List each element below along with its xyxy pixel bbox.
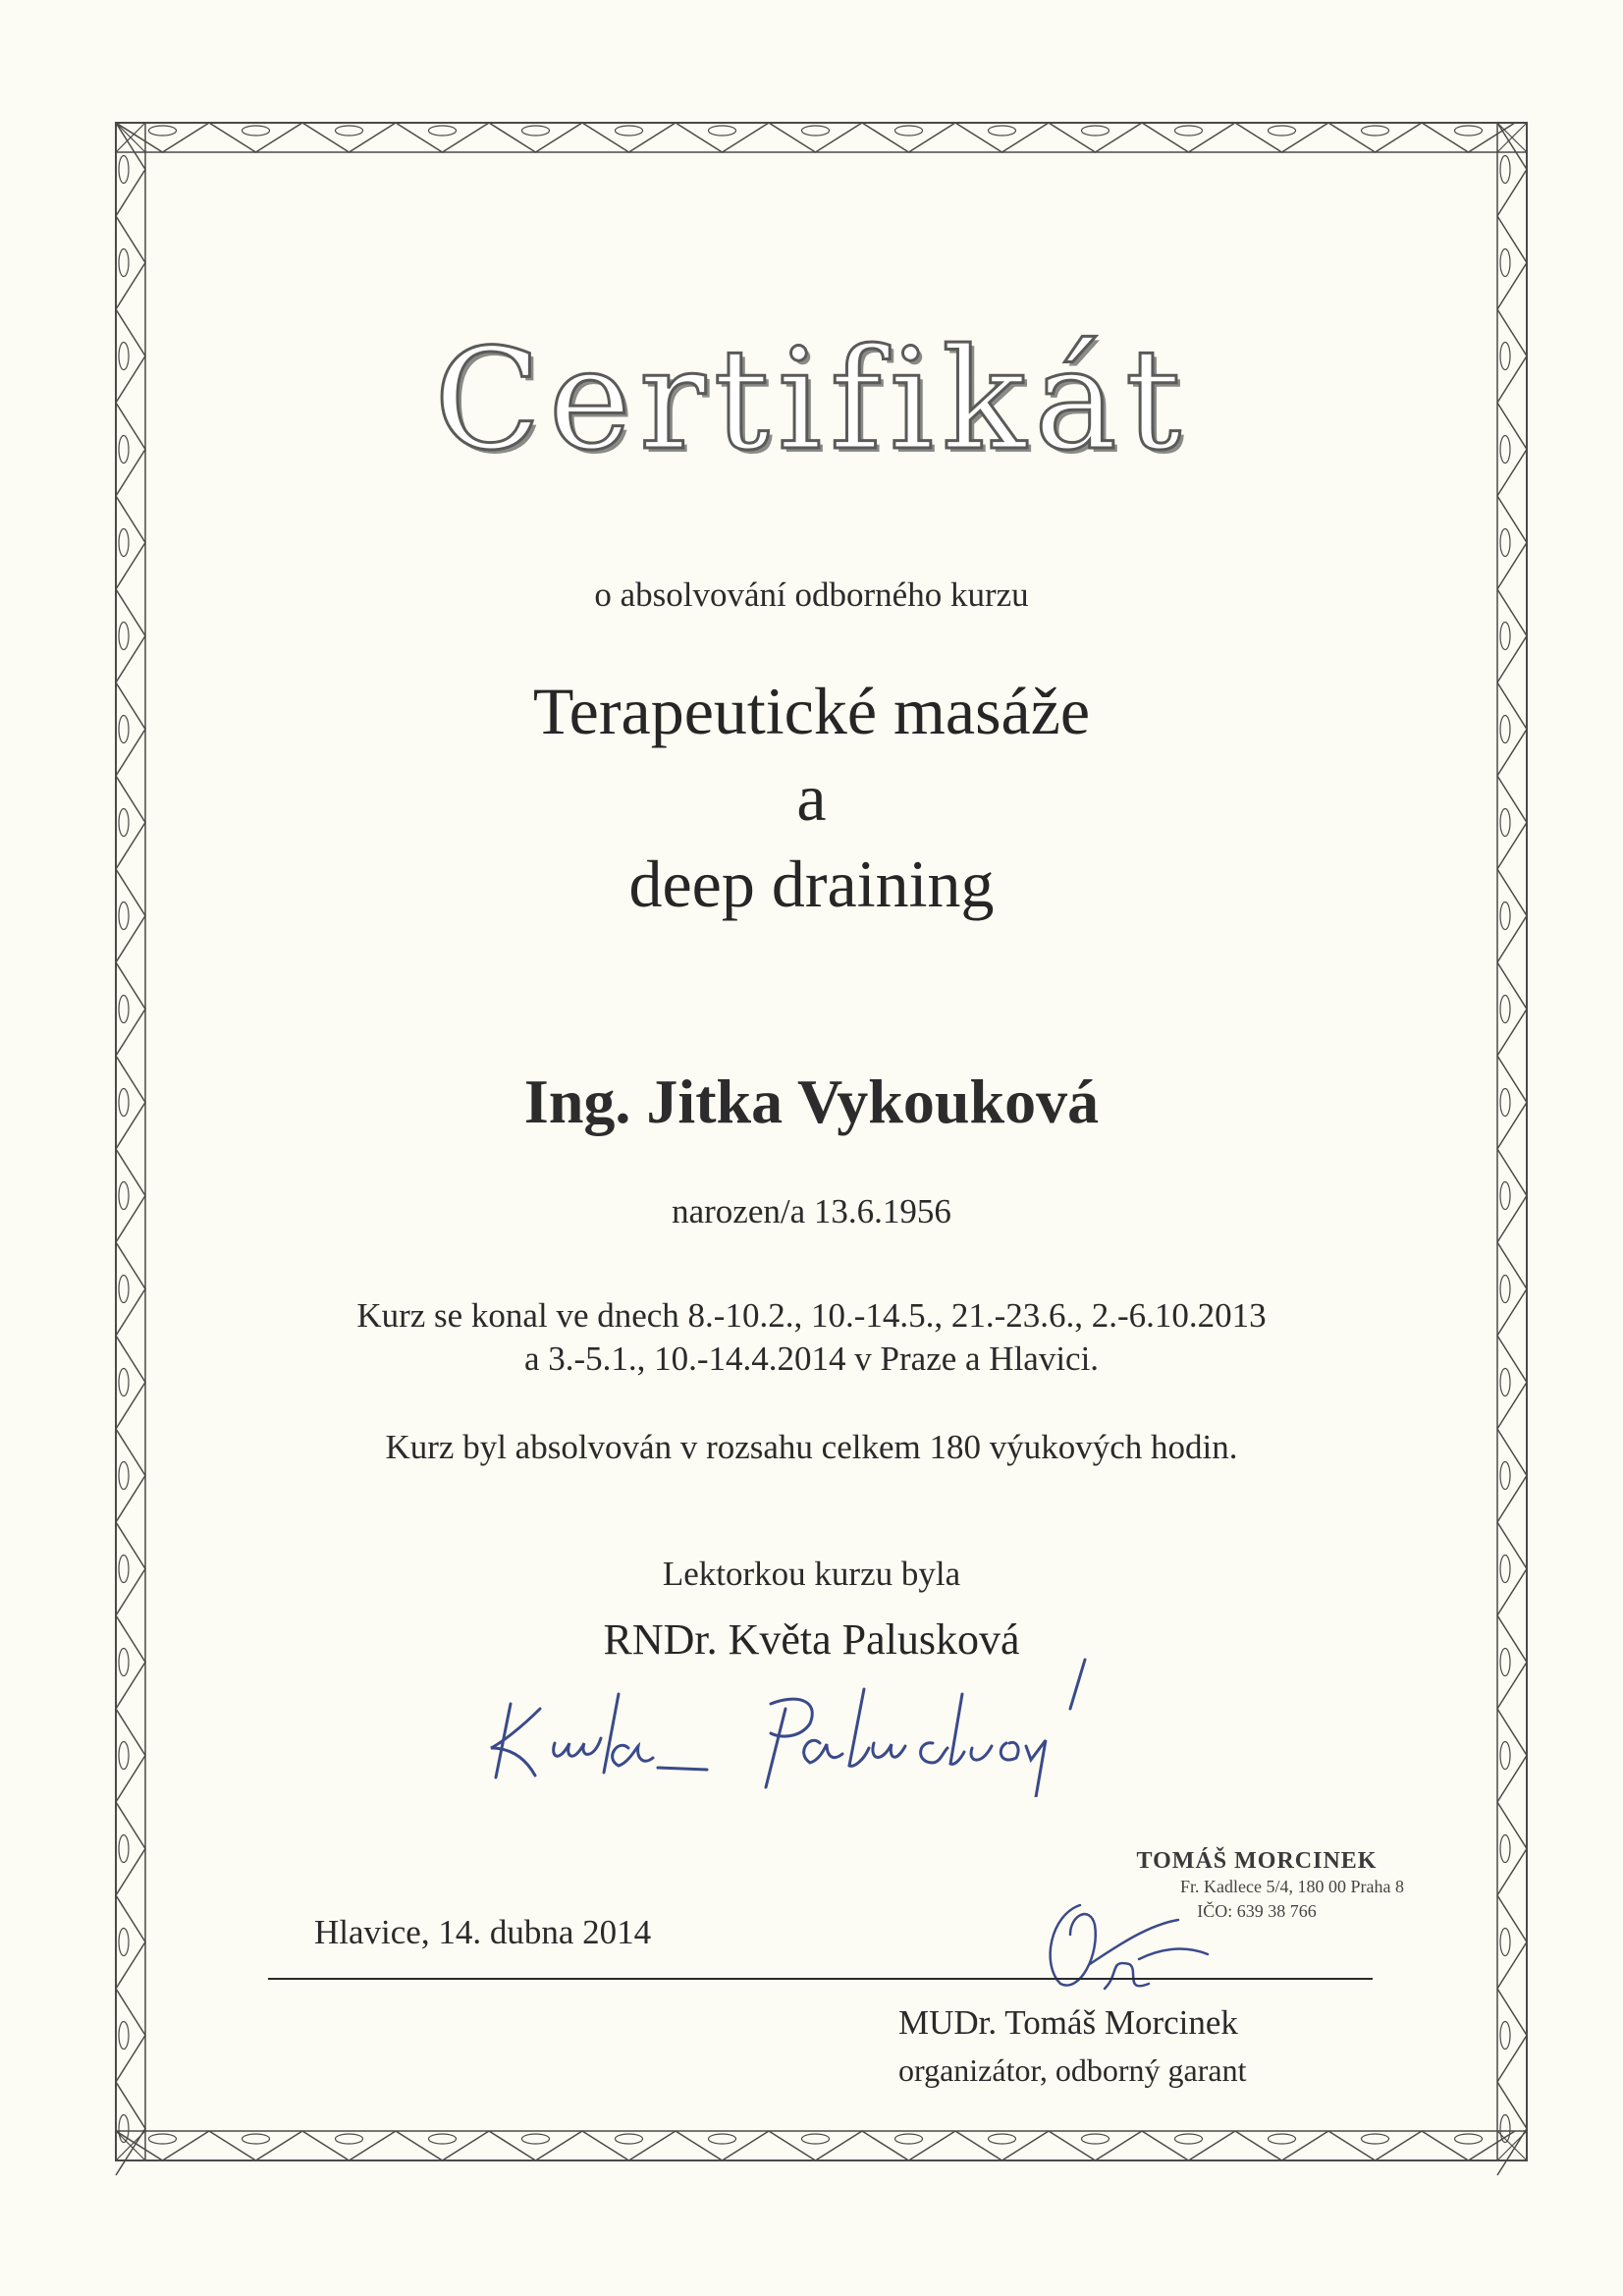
course-line-3: deep draining xyxy=(628,847,995,921)
recipient-name: Ing. Jitka Vykouková xyxy=(523,1066,1100,1136)
guarantor-signature xyxy=(1011,1866,1227,2003)
lector-name: RNDr. Květa Palusková xyxy=(603,1615,1020,1664)
guarantor-name: MUDr. Tomáš Morcinek xyxy=(898,2003,1238,2042)
course-hours: Kurz byl absolvován v rozsahu celkem 180 výukových hodin. xyxy=(385,1428,1238,1466)
stamp-name: TOMÁŠ MORCINEK xyxy=(1136,1848,1378,1874)
subtitle: o absolvování odborného kurzu xyxy=(594,575,1029,614)
course-dates-line-1: Kurz se konal ve dnech 8.-10.2., 10.-14.5., 21.-23.6., 2.-6.10.2013 xyxy=(356,1296,1267,1335)
guarantor-block xyxy=(898,1999,1246,2094)
birth-date: narozen/a 13.6.1956 xyxy=(672,1192,951,1230)
certificate-title: Certifikát xyxy=(434,319,1189,481)
guarantor-role: organizátor, odborný garant xyxy=(898,2052,1247,2088)
signature-rule xyxy=(268,1978,1373,1980)
course-dates xyxy=(0,1294,1623,1381)
place-and-date: Hlavice, 14. dubna 2014 xyxy=(314,1913,652,1951)
course-line-1: Terapeutické masáže xyxy=(532,674,1091,748)
course-title xyxy=(0,668,1623,927)
stamp-address: Fr. Kadlece 5/4, 180 00 Praha 8 xyxy=(1180,1877,1404,1896)
lector-signature xyxy=(471,1650,1159,1797)
lector-label: Lektorkou kurzu byla xyxy=(662,1555,961,1593)
course-dates-line-2: a 3.-5.1., 10.-14.4.2014 v Praze a Hlavici. xyxy=(523,1339,1100,1378)
stamp-ico: IČO: 639 38 766 xyxy=(1197,1901,1317,1921)
course-line-2: a xyxy=(796,760,827,835)
